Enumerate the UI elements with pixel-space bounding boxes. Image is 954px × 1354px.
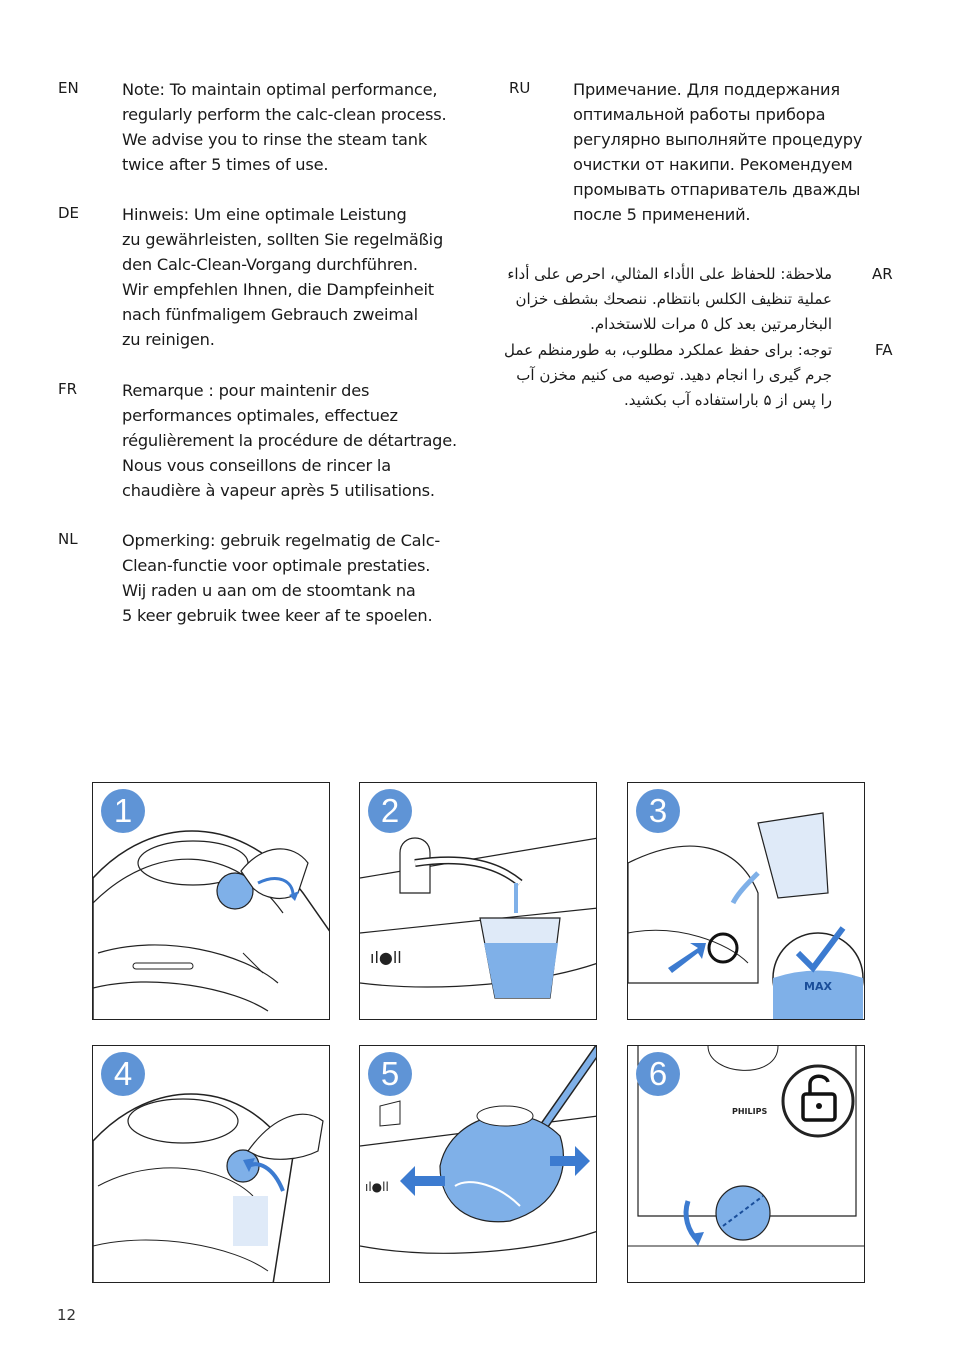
step-2-illustration — [359, 782, 597, 1020]
svg-text:ıl●ll: ıl●ll — [365, 1180, 389, 1194]
note-line: Wij raden u aan om de stoomtank na — [122, 581, 416, 600]
note-line: ملاحظة: للحفاظ على الأداء المثالي، احرص على أداء — [507, 265, 832, 283]
note-line: Clean-functie voor optimale prestaties. — [122, 556, 431, 575]
step-4-illustration — [92, 1045, 330, 1283]
step-6-illustration — [627, 1045, 865, 1283]
lang-code-nl: NL — [58, 530, 78, 548]
note-line: zu reinigen. — [122, 330, 215, 349]
step-3-illustration — [627, 782, 865, 1020]
note-line: den Calc-Clean-Vorgang durchführen. — [122, 255, 418, 274]
brand-label: PHILIPS — [732, 1107, 768, 1116]
note-line: Примечание. Для поддержания — [573, 80, 840, 99]
step-5-illustration — [359, 1045, 597, 1283]
note-line: Nous vous conseillons de rincer la — [122, 456, 391, 475]
lang-code-en: EN — [58, 79, 79, 97]
step-number-badge: 6 — [636, 1052, 680, 1096]
note-line: Wir empfehlen Ihnen, die Dampfeinheit — [122, 280, 434, 299]
note-line: оптимальной работы прибора — [573, 105, 826, 124]
note-line: regularly perform the calc-clean process. — [122, 105, 447, 124]
note-line: performances optimales, effectuez — [122, 406, 398, 425]
lang-code-ar: AR — [872, 265, 893, 283]
note-line: nach fünfmaligem Gebrauch zweimal — [122, 305, 418, 324]
note-line: توجه: برای حفظ عملکرد مطلوب، به طورمنظم عمل — [504, 341, 832, 359]
note-line: Hinweis: Um eine optimale Leistung — [122, 205, 407, 224]
note-line: We advise you to rinse the steam tank — [122, 130, 427, 149]
step-number-badge: 4 — [101, 1052, 145, 1096]
max-label: MAX — [804, 980, 832, 993]
lang-code-de: DE — [58, 204, 80, 222]
note-line: twice after 5 times of use. — [122, 155, 329, 174]
note-line: Remarque : pour maintenir des — [122, 381, 370, 400]
note-line: после 5 применений. — [573, 205, 751, 224]
note-line: промывать отпариватель дважды — [573, 180, 861, 199]
step-number-badge: 2 — [368, 789, 412, 833]
lang-code-fa: FA — [875, 341, 893, 359]
note-line: chaudière à vapeur après 5 utilisations. — [122, 481, 435, 500]
note-line: را پس از ۵ باراستفاده آب بکشید. — [623, 391, 832, 409]
lang-code-fr: FR — [58, 380, 78, 398]
note-line: Opmerking: gebruik regelmatig de Calc- — [122, 531, 441, 550]
note-line: zu gewährleisten, sollten Sie regelmäßig — [122, 230, 444, 249]
note-fa-text — [470, 338, 832, 413]
step-number-badge: 1 — [101, 789, 145, 833]
note-ar-text — [470, 262, 832, 337]
note-nl-text — [122, 528, 440, 628]
note-line: البخارمرتين بعد كل ٥ مرات للاستخدام. — [590, 315, 832, 333]
note-line: جرم گیری را انجام دهید. توصیه می کنیم مخزن آب — [516, 366, 832, 384]
note-line: régulièrement la procédure de détartrage. — [122, 431, 457, 450]
page-number: 12 — [57, 1306, 77, 1324]
step-number-badge: 5 — [368, 1052, 412, 1096]
note-line: регулярно выполняйте процедуру — [573, 130, 863, 149]
step-number-badge: 3 — [636, 789, 680, 833]
note-line: 5 keer gebruik twee keer af te spoelen. — [122, 606, 433, 625]
svg-text:ıl●ll: ıl●ll — [370, 948, 402, 967]
note-de-text — [122, 202, 443, 352]
lang-code-ru: RU — [509, 79, 531, 97]
step-1-illustration — [92, 782, 330, 1020]
note-ru-text — [573, 77, 862, 227]
note-line: Note: To maintain optimal performance, — [122, 80, 438, 99]
note-line: عملية تنظيف الكلس بانتظام. ننصحك بشطف خزان — [515, 290, 832, 308]
note-fr-text — [122, 378, 457, 503]
note-line: очистки от накипи. Рекомендуем — [573, 155, 853, 174]
note-en-text — [122, 77, 446, 177]
